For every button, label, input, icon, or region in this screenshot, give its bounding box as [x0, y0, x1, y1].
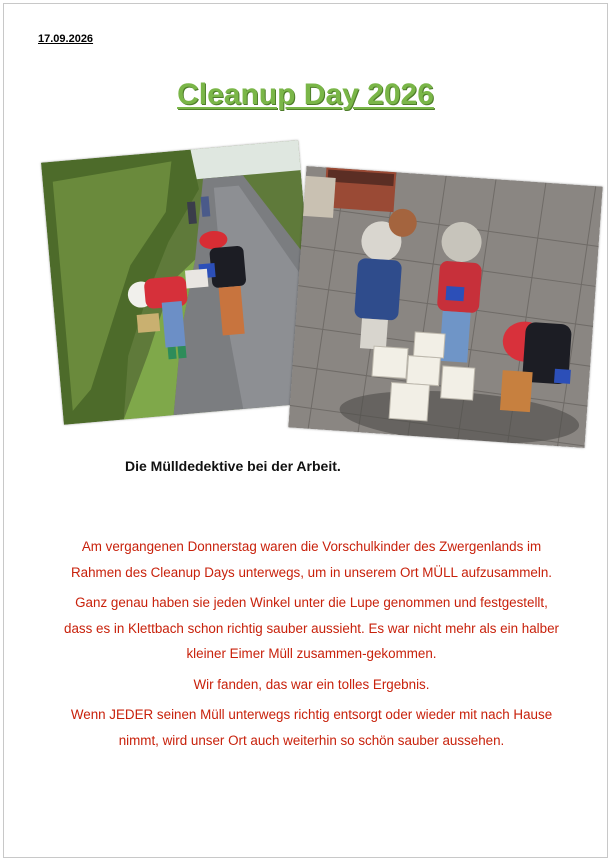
paragraph-4: Wenn JEDER seinen Müll unterwegs richtig entsorgt oder wieder mit nach Hause nimmt, wird unser Ort auch weiterhin so schön sauber aussehen. [70, 707, 553, 748]
photo-caption: Die Mülldedektive bei der Arbeit. [125, 458, 341, 474]
paragraph-3: Wir fanden, das war ein tolles Ergebnis. [193, 676, 430, 692]
document-date: 17.09.2026 [38, 33, 94, 45]
paragraph-2: Ganz genau haben sie jeden Winkel unter die Lupe genommen und festgestellt, dass es in Klettbach schon richtig sauber aussieht. Es war nicht mehr als ein halber kleiner Eimer Müll zusammen-gekommen. [64, 595, 559, 661]
photo-left-image [41, 140, 321, 424]
article-body [64, 534, 559, 758]
paragraph-1: Am vergangenen Donnerstag waren die Vorschulkinder des Zwergenlands im Rahmen des Cleanup Days unterwegs, um in unserem Ort MÜLL aufzusammeln. [70, 539, 553, 580]
document-page [3, 3, 608, 858]
page-title: Cleanup Day 2026 [177, 78, 434, 111]
photo-right [288, 166, 603, 448]
photo-left [41, 140, 321, 424]
photo-right-image [288, 166, 603, 448]
